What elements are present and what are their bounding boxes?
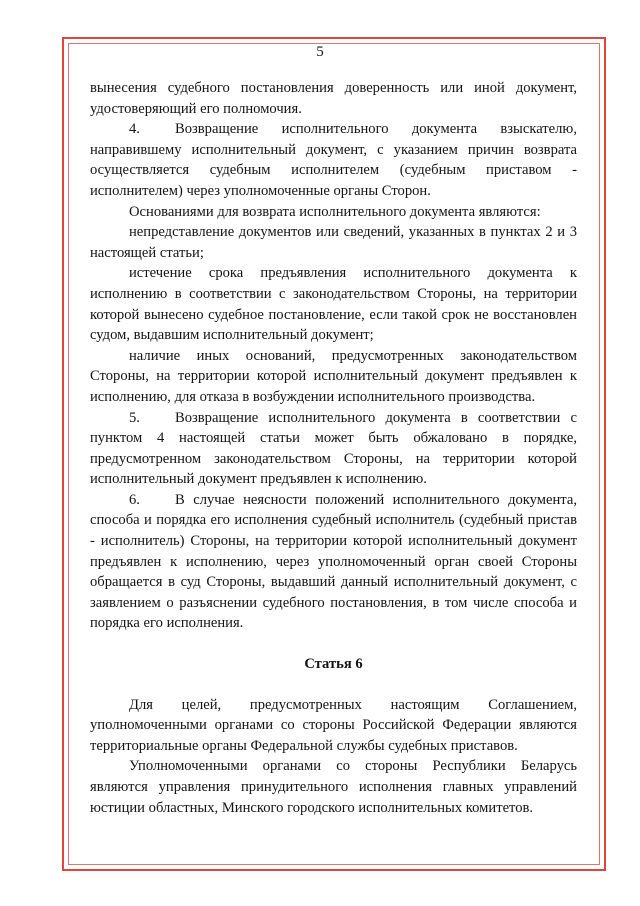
- paragraph-item-4: [90, 119, 577, 201]
- article-paragraph-1: Для целей, предусмотренных настоящим Соглашением, уполномоченными органами со стороны Российской Федерации являются территориальные органы Федеральной службы судебных приставов.: [90, 696, 577, 754]
- item-number: 4.: [129, 121, 140, 138]
- paragraph-ground-1: непредставление документов или сведений, указанных в пунктах 2 и 3 настоящей статьи;: [90, 224, 577, 261]
- paragraph-continuation: вынесения судебного постановления доверенность или иной документ, удостоверяющий его полномочия.: [90, 80, 577, 117]
- document-body: [90, 78, 577, 818]
- spacer: [90, 675, 577, 695]
- spacer: [90, 634, 577, 654]
- paragraph-text: Возвращение исполнительного документа в соответствии с пунктом 4 настоящей статьи может быть обжаловано в порядке, предусмотренном законодательством Стороны, на территории которой исполнительный документ предъявлен к исполнению.: [90, 409, 577, 488]
- article-paragraph-2: Уполномоченными органами со стороны Республики Беларусь являются управления принудительного исполнения главных управлений юстиции областных, Минского городского исполнительных комитетов.: [90, 758, 577, 816]
- paragraph-item-6: [90, 490, 577, 634]
- page-number: 5: [316, 44, 324, 60]
- item-number: 6.: [129, 491, 140, 508]
- paragraph-text: Возвращение исполнительного документа взыскателю, направившему исполнительный документ, с указанием причин возврата осуществляется судебным исполнителем (судебным приставом - исполнителем) через уполномоченные органы Сторон.: [90, 121, 577, 199]
- article-title: Статья 6: [304, 656, 363, 673]
- paragraph-item-5: [90, 408, 577, 490]
- item-number: 5.: [129, 409, 140, 426]
- paragraph-grounds-intro: Основаниями для возврата исполнительного документа являются:: [129, 203, 541, 220]
- paragraph-ground-3: наличие иных оснований, предусмотренных законодательством Стороны, на территории которой исполнительный документ предъявлен к исполнению, для отказа в возбуждении исполнительного производства.: [90, 347, 577, 405]
- paragraph-text: В случае неясности положений исполнительного документа, способа и порядка его исполнения судебный исполнитель (судебный пристав - исполнитель) Стороны, на территории которой исполнительный документ предъявлен к исполнению, через уполномоченный орган своей Стороны обращается в суд Стороны, выдавший данный исполнительный документ, с заявлением о разъяснении судебного постановления, в том числе способа и порядка его исполнения.: [90, 491, 577, 632]
- paragraph-ground-2: истечение срока предъявления исполнительного документа к исполнению в соответствии с законодательством Стороны, на территории которой вынесено судебное постановление, если такой срок не восстановлен судом, выдавшим исполнительный документ;: [90, 265, 577, 344]
